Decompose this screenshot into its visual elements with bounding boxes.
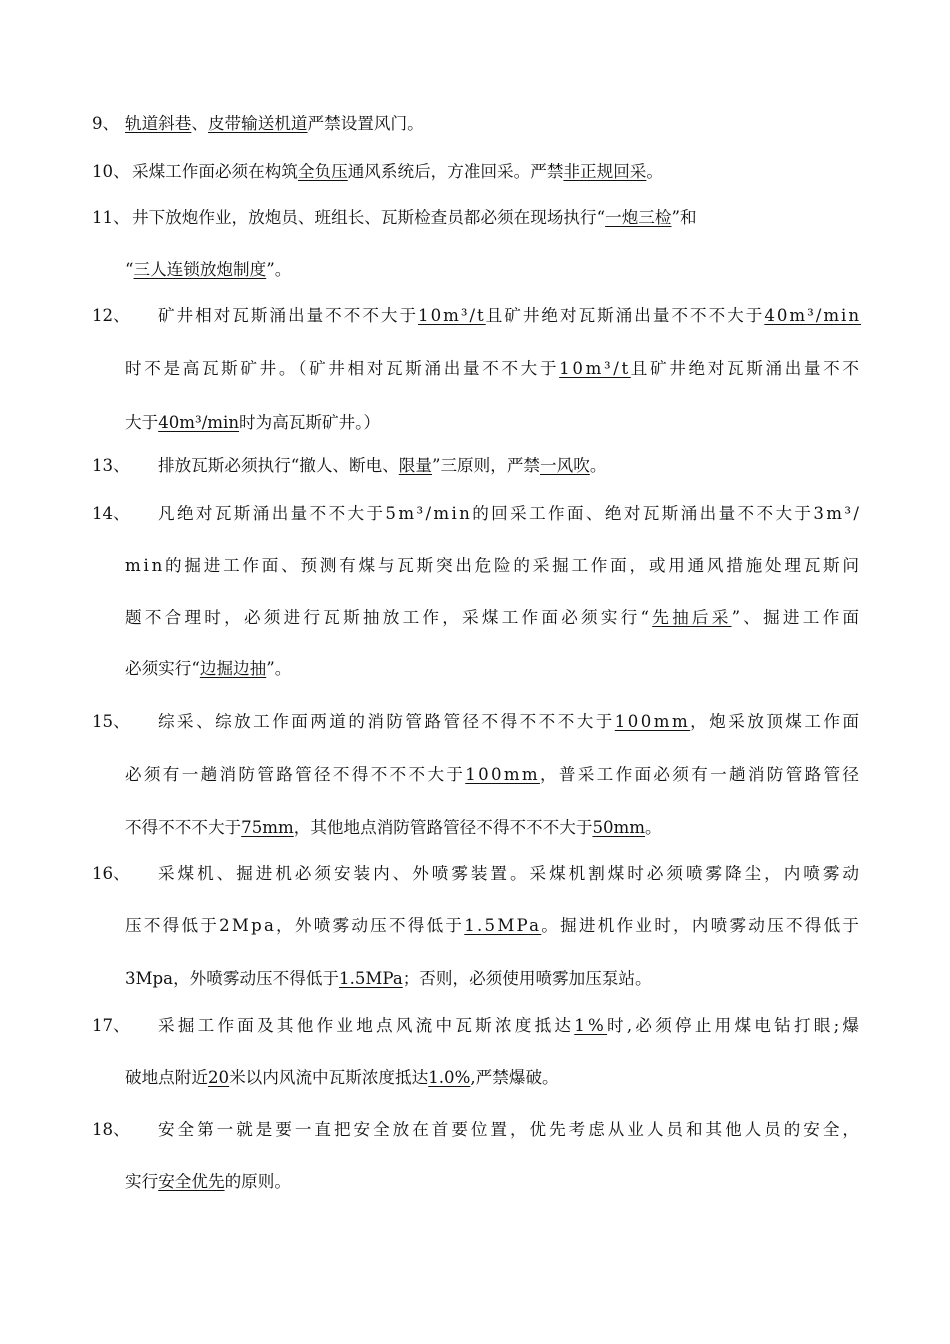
- item-text: [158, 499, 861, 529]
- item-text: [132, 203, 697, 233]
- item-text: [158, 1115, 862, 1145]
- underlined-answer: 先抽后采: [652, 608, 732, 627]
- text-segment: 。: [589, 456, 607, 475]
- underlined-answer: 安全优先: [158, 1172, 225, 1191]
- item-number: 10、: [92, 162, 130, 181]
- item-text: [158, 451, 606, 481]
- text-segment: 题不合理时，必须进行瓦斯抽放工作，采煤工作面必须实行“: [125, 608, 653, 627]
- text-segment: ”。: [266, 659, 292, 678]
- text-segment: 且矿井绝对瓦斯涌出量不不不大于: [485, 306, 765, 325]
- underlined-answer: 1%: [574, 1016, 608, 1035]
- underlined-answer: 一炮三检: [605, 208, 672, 227]
- item-text: [158, 1011, 862, 1041]
- item-text: [125, 654, 291, 684]
- text-segment: ；否则，必须使用喷雾加压泵站。: [402, 969, 652, 988]
- text-segment: ，其他地点消防管路管径不得不不不大于: [293, 818, 593, 837]
- item-number: 17、: [92, 1016, 130, 1035]
- underlined-answer: 三人连锁放炮制度: [133, 260, 267, 279]
- text-segment: 严禁设置风门。: [307, 114, 424, 133]
- underlined-answer: 50mm: [592, 818, 646, 837]
- text-segment: 综采、综放工作面两道的消防管路管径不得不不不大于: [158, 712, 615, 731]
- underlined-answer: 40m³/min: [158, 413, 240, 432]
- text-segment: 时不是高瓦斯矿井。（矿井相对瓦斯涌出量不不大于: [125, 359, 560, 378]
- item-text: [158, 301, 861, 331]
- underlined-answer: 1.5MPa: [339, 969, 403, 988]
- text-segment: 采煤机、掘进机必须安装内、外喷雾装置。采煤机割煤时必须喷雾降尘，内喷雾动: [158, 864, 862, 883]
- item-number: 18、: [92, 1120, 130, 1139]
- underlined-answer: 限量: [398, 456, 432, 475]
- underlined-answer: 100mm: [614, 712, 691, 731]
- text-segment: 排放瓦斯必须执行“撤人、断电、: [158, 456, 399, 475]
- underlined-answer: 全负压: [297, 162, 348, 181]
- underlined-answer: 边掘边抽: [199, 659, 267, 678]
- item-text: [125, 408, 380, 438]
- item-text: [125, 1167, 291, 1197]
- item-number: 9、: [92, 114, 120, 133]
- text-segment: 矿井相对瓦斯涌出量不不不大于: [158, 306, 419, 325]
- item-text: [125, 255, 291, 285]
- text-segment: ,严禁爆破。: [470, 1068, 559, 1087]
- item-text: [125, 603, 862, 633]
- item-number: 13、: [92, 456, 130, 475]
- text-segment: ”、掘进工作面: [731, 608, 863, 627]
- text-segment: 时,必须停止用煤电钻打眼;爆: [607, 1016, 863, 1035]
- text-segment: 凡绝对瓦斯涌出量不不大于5m³/min的回采工作面、绝对瓦斯涌出量不不大于3m³/: [158, 504, 862, 523]
- item-number: 15、: [92, 712, 130, 731]
- item-text: [125, 813, 662, 843]
- item-text: [125, 1063, 559, 1093]
- underlined-answer: 10m³/t: [559, 359, 631, 378]
- item-number: 14、: [92, 504, 130, 523]
- text-segment: 井下放炮作业，放炮员、班组长、瓦斯检查员都必须在现场执行“: [132, 208, 606, 227]
- underlined-answer: 100mm: [465, 765, 540, 784]
- item-text: [125, 760, 861, 790]
- text-segment: 必须有一趟消防管路管径不得不不不大于: [125, 765, 466, 784]
- text-segment: “: [125, 260, 134, 279]
- underlined-answer: 皮带输送机道: [207, 114, 308, 133]
- text-segment: 不得不不不大于: [125, 818, 242, 837]
- text-segment: ，炮采放顶煤工作面: [690, 712, 862, 731]
- underlined-answer: 40m³/min: [764, 306, 861, 325]
- underlined-answer: 非正规回采: [563, 162, 647, 181]
- item-text: [125, 911, 861, 941]
- text-segment: 破地点附近: [125, 1068, 208, 1087]
- item-text: [125, 354, 862, 384]
- text-segment: 安全第一就是要一直把安全放在首要位置，优先考虑从业人员和其他人员的安全，: [158, 1120, 862, 1139]
- text-segment: 、: [191, 114, 208, 133]
- underlined-answer: 一风吹: [540, 456, 590, 475]
- text-segment: 时为高瓦斯矿井。）: [239, 413, 381, 432]
- text-segment: 3Mpa，外喷雾动压不得低于: [125, 969, 340, 988]
- text-segment: 米以内风流中瓦斯浓度抵达: [229, 1068, 429, 1087]
- item-number: 16、: [92, 864, 130, 883]
- item-text: [158, 859, 862, 889]
- text-segment: 实行: [125, 1172, 159, 1191]
- text-segment: 通风系统后，方准回采。严禁: [347, 162, 564, 181]
- text-segment: 。: [645, 818, 662, 837]
- text-segment: 大于: [125, 413, 159, 432]
- text-segment: ，普采工作面必须有一趟消防管路管径: [539, 765, 862, 784]
- text-segment: ”和: [671, 208, 697, 227]
- underlined-answer: 1.0%: [428, 1068, 471, 1087]
- item-number: 12、: [92, 306, 130, 325]
- underlined-answer: 10m³/t: [418, 306, 486, 325]
- underlined-answer: 1.5MPa: [464, 916, 542, 935]
- item-text: [125, 109, 424, 139]
- text-segment: 。: [646, 162, 663, 181]
- underlined-answer: 20: [207, 1068, 230, 1087]
- text-segment: ”。: [266, 260, 292, 279]
- text-segment: 必须实行“: [125, 659, 200, 678]
- item-text: [125, 551, 862, 581]
- text-segment: 。掘进机作业时，内喷雾动压不得低于: [541, 916, 862, 935]
- item-text: [158, 707, 861, 737]
- underlined-answer: 轨道斜巷: [125, 114, 192, 133]
- item-text: [132, 157, 663, 187]
- text-segment: ”三原则，严禁: [431, 456, 541, 475]
- item-number: 11、: [92, 208, 130, 227]
- text-segment: 的原则。: [224, 1172, 291, 1191]
- text-segment: 且矿井绝对瓦斯涌出量不不: [630, 359, 862, 378]
- underlined-answer: 75mm: [241, 818, 294, 837]
- text-segment: 采煤工作面必须在构筑: [132, 162, 298, 181]
- text-segment: min的掘进工作面、预测有煤与瓦斯突出危险的采掘工作面，或用通风措施处理瓦斯问: [125, 556, 862, 575]
- text-segment: 采掘工作面及其他作业地点风流中瓦斯浓度抵达: [158, 1016, 575, 1035]
- item-text: [125, 964, 652, 994]
- text-segment: 压不得低于2Mpa，外喷雾动压不得低于: [125, 916, 465, 935]
